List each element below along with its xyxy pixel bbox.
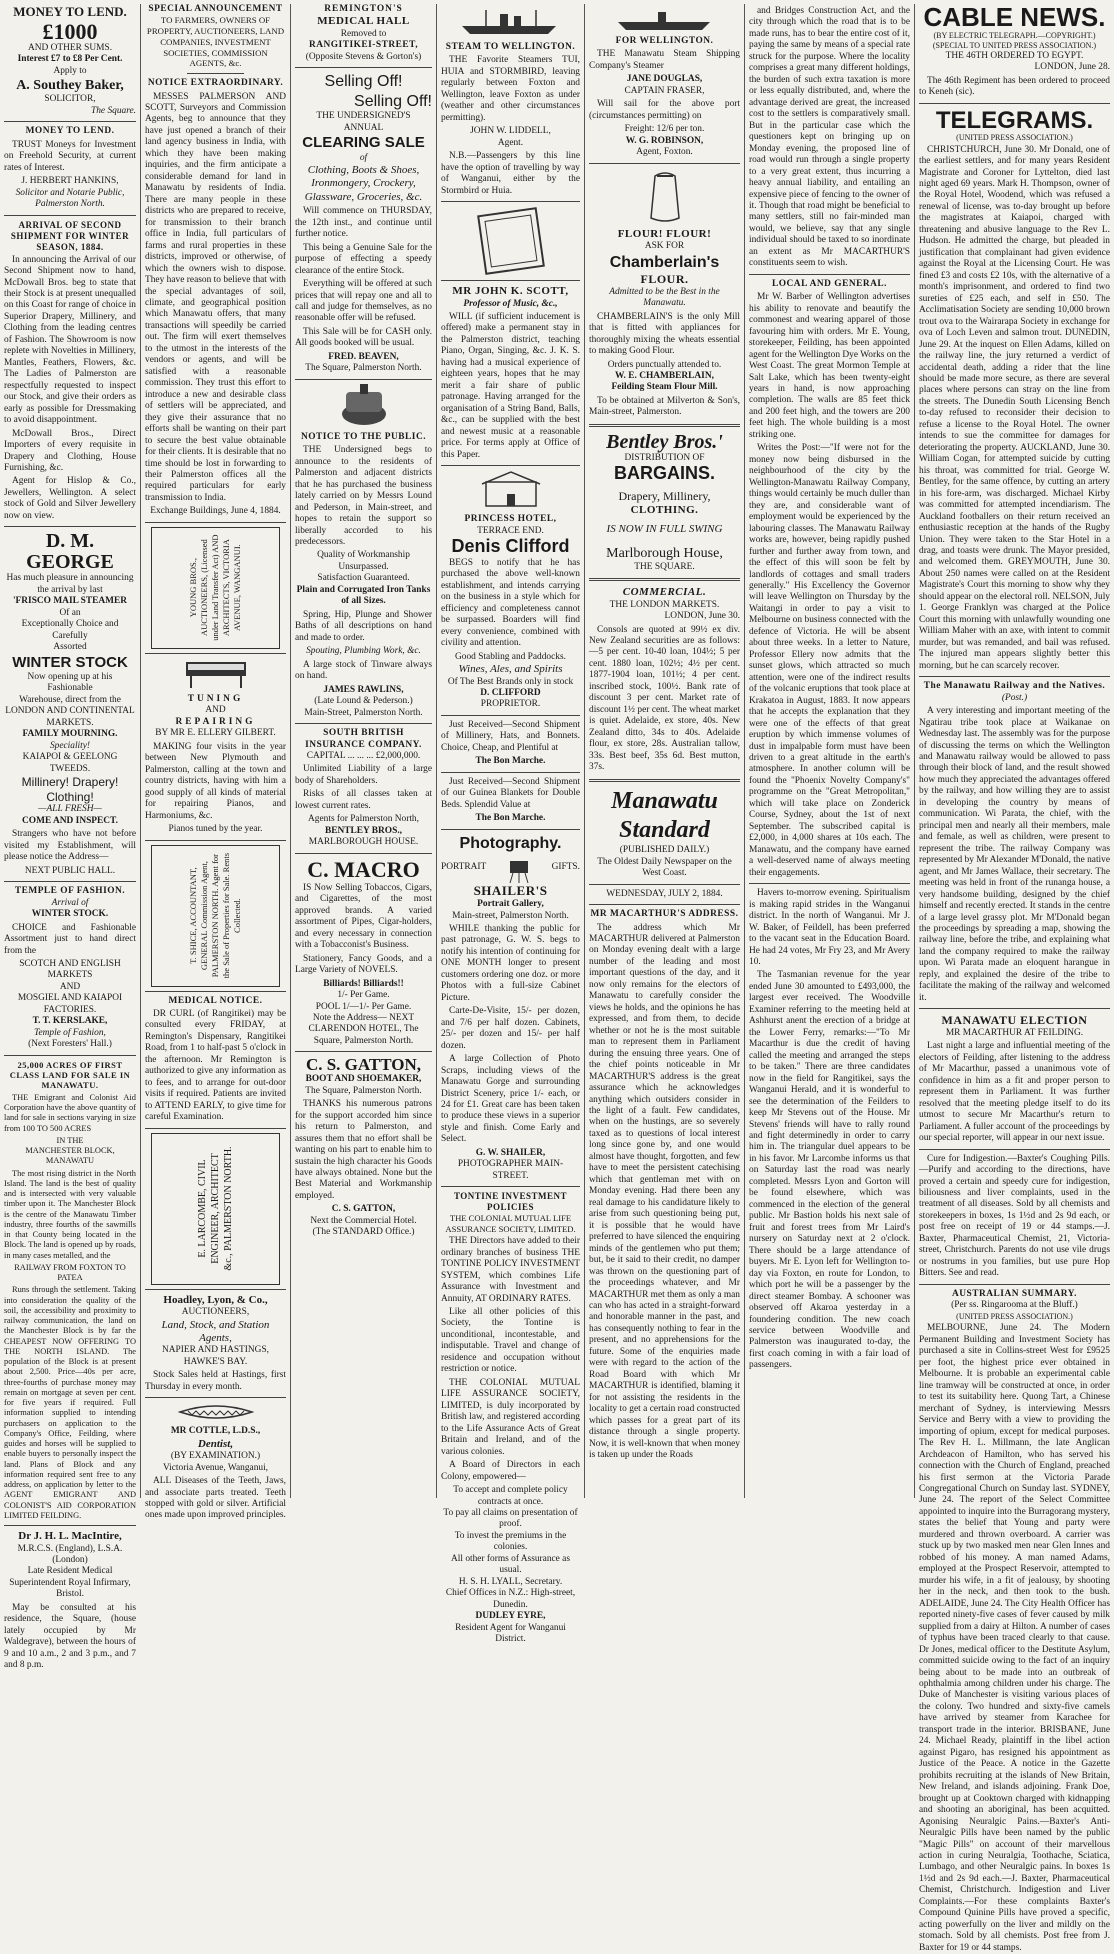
continued-body: and Bridges Construction Act, and the city through which the road that is to be made runs, has to bear the entire cost of it, paying the same by means of a special rate struck for the purpose. Where the locality comprises a great many different holdings, the burden of such extra taxation is more or less equally distributed, and, where the advantage derived are great, the increased cost to the settlers is comparatively small. But in the particular case which the questioners kept on bringing up on Monday evening, the proposed line of road would run through a single property to a very great extent, thus incurring a heavy annual liability, and entailing an expensive piece of fencing to the owner of it. Though that road might be beneficial to many settlers, still no fair-minded man would, we believe, say that any single individual should be taxed to so inordinate an extent as Mr MACARTHUR'S constituents seem to wish. [749, 6, 910, 269]
tontine-like: Like all other policies of this Society, the Tontine is unconditional, incontestable, and indisputable. Travel and change of residence and occupation without restriction or notice. [441, 1307, 580, 1375]
col6-body: The Tasmanian revenue for the year ended June 30 amounted to £493,000, the largest ever received. The Woodville Examiner referring to the meeting held at Ashhurst anent the erection of a bridge at the Lower Ferry, remarks:—"To Mr Macarthur is due the credit of having called the meeting and arranged the steps to be taken." There are three candidates now in the field for Rangitikei, says the Wanganui Herald, and it is wonderful to see the determination of the Feilders to keep Mr Stevens out of the House. Mr Stevens' friends will have to rally round and fight determinedly in order to carry him in. The triangular duel appears to be in his favor. Mr Larcombe informs us that on Saturday last the road was nearly completed. Messrs Lyon and Gorton will be found elsewhere, which was commenced in the election of the general public. Mr Bastion holds his next sale of fruit and forest trees from Mr Laird's nursery on Saturday next at 2 o'clock. There should be a large attendance of buyers. Mr E. Lyon left for Wellington to-day via Foxton, en route for London, to which port he will be a passenger by the direct steamer Bombay. A schooner was observed off Akaroa yesterday in a foundering condition. The new coach service between Woodville and Palmerston was inaugurated to-day, the first coach coming in with a fair load of passengers. [749, 970, 910, 1371]
steam-nb: N.B.—Passengers by this line have the option of travelling by way of Wanganui, either by the Stormbird or Huia. [441, 151, 580, 196]
george-line: Assorted [53, 642, 87, 653]
bonmarche-2: The Bon Marche. [475, 756, 546, 767]
commercial-body: Consols are quoted at 99½ ex div. New Zealand securities are as follows:—5 per cent. 10-40 loan, 104½; 5 per cent. 1880 loan, 102½; 4½ per cent. 1877-1904 loan, 101½; 4 per cent. inscribed stock, 100½. Bank rate of discount 3 per cent. Market rate of discount 1½ per cent. The wheat market is quiet. Adelaide, ex store, 40s. New Zealand ditto, 34s to 40s. Adelaide flour, ex store, 28s. Australian tallow, 33s. Best beef, 35s 6d. Best mutton, 37s. [589, 624, 740, 773]
sell-line-1: Selling Off! [324, 73, 403, 91]
flour-name: Chamberlain's [609, 253, 720, 271]
george-line: Of an [59, 607, 81, 618]
george-line: the arrival by last [37, 584, 103, 595]
tuning-line: AND [205, 705, 226, 716]
cable-by: (BY ELECTRIC TELEGRAPH.—COPYRIGHT.) [933, 31, 1096, 41]
hoadley-role: AUCTIONEERS, [181, 1307, 250, 1318]
macintire-quals: M.R.C.S. (England), L.S.A. (London) [17, 1543, 123, 1565]
teeth-icon [176, 1402, 256, 1422]
sbi-sig: BENTLEY BROS., [324, 825, 403, 836]
photo-coll: A large Collection of Photo Scraps, including views of the Manawatu Gorge and surrounding District Scenery, price 1/- each, or 24 for £1. Great care has been taken to produce these views in a superior style and finish. Come Early and Select. [441, 1054, 580, 1145]
camera-icon [504, 853, 534, 883]
sell-und: THE UNDERSIGNED'S [316, 111, 411, 122]
lend2-name: J. HERBERT HANKINS, [21, 176, 119, 187]
commercial-heading: COMMERCIAL. [622, 586, 707, 599]
tontine-inc: THE COLONIAL MUTUAL LIFE ASSURANCE SOCIETY, LIMITED, is duly incorporated by British law, and registered according to the Life Assurance Acts of Great Britain and Ireland, and of the various colonies. [441, 1377, 580, 1457]
temple-markets: SCOTCH AND ENGLISH MARKETS [19, 959, 121, 981]
public-plain: Plain and Corrugated Iron Tanks of all Sizes. [296, 584, 431, 607]
arrival-agents: Agent for Hislop & Co., Jewellers, Wellington. A select stock of Gold and Silver Jewellery now on view. [4, 476, 136, 521]
public-body: THE Undersigned begs to announce to the residents of Palmerston and adjacent districts that he has purchased the business lately carried on by Messrs Lound and Pederson, in Main-street, and hopes to retain the support so liberally accorded to his predecessors. [295, 445, 432, 548]
george-line: Exceptionally Choice and Carefully [21, 619, 119, 641]
rem-opp: (Opposite Stevens & Gorton's) [305, 51, 422, 62]
george-line: Warehouse, direct from the [19, 694, 121, 705]
george-line: —ALL FRESH— [38, 804, 102, 815]
george-line: WINTER STOCK [12, 653, 128, 671]
gatton-name: C. S. GATTON, [305, 1055, 422, 1075]
election-sub: MR MACARTHUR AT FEILDING. [945, 1027, 1084, 1038]
photo-gal: Portrait Gallery, [477, 899, 544, 910]
local-body: Mr W. Barber of Wellington advertises his ability to renovate and beautify the commonest and wearing apparel of those favouring him with orders. Mr E. Young, storekeeper, Feilding, has been appointed agent for the Wellington Dye Works on the West Coast. The great Mormon Temple at Salt Lake, which has been twenty-eight years in hand, is now approaching completion. The walls are 85 feet thick and 200 feet high, and the towers are 200 feet high. The whole building is a most striking one. [749, 292, 910, 440]
wellington-ship: JANE DOUGLAS, [626, 74, 703, 85]
macintire-late: Late Resident Medical Superintendent Royal Infirmary, Bristol. [9, 1566, 131, 1600]
george-line: Now opening up at his Fashionable [27, 671, 113, 694]
election-heading: MANAWATU ELECTION [941, 1013, 1088, 1028]
hotel-name: PRINCESS HOTEL, [464, 514, 557, 525]
public-addr: Main-Street, Palmerston North. [304, 707, 423, 718]
photo-body: WHILE thanking the public for past patronage, G. W. S. begs to notify his intention of continuing for ONE MONTH longer to present customers ordering one doz. or more Photos with a full-size Cabinet Picture. [441, 923, 580, 1003]
special-heading: SPECIAL ANNOUNCEMENT [148, 4, 283, 14]
public-sig: JAMES RAWLINS, [323, 684, 404, 695]
commercial-date: LONDON, June 30. [664, 611, 740, 622]
temple-name: T. T. KERSLAKE, [32, 1016, 108, 1027]
sell-line-2: Selling Off! [354, 92, 432, 110]
sell-comm: Will commence on THURSDAY, the 12th inst., and continue until further notice. [295, 206, 432, 240]
cable-heading: CABLE NEWS. [923, 2, 1106, 32]
column-5 [745, 4, 914, 1498]
photo-sig: G. W. SHAILER, [475, 1147, 546, 1158]
photo-heading: Photography. [459, 834, 562, 852]
george-line: Clothing! [46, 789, 94, 804]
sell-clear: CLEARING SALE [302, 134, 425, 152]
public-spout: Spouting, Plumbing Work, &c. [306, 646, 421, 657]
flour-body: CHAMBERLAIN'S is the only Mill that is fitted with appliances for thoroughly mixing the wheats essential to making Good Flour. [589, 311, 740, 357]
photo-row [441, 853, 580, 883]
australian-upa: (UNITED PRESS ASSOCIATION.) [956, 1311, 1073, 1321]
public-sp: Spring, Hip, Plunge and Shower Baths of all descriptions on hand and made to order. [295, 609, 432, 643]
sell-cash: This Sale will be for CASH only. All goods booked will be usual. [295, 326, 432, 349]
sell-annual: ANNUAL [343, 122, 384, 133]
rail-heading: The Manawatu Railway and the Natives. [923, 681, 1106, 692]
tontine-b1: To accept and complete policy contracts at once. [453, 1485, 568, 1507]
money-interest: Interest £7 to £8 Per Cent. [17, 54, 123, 65]
land-in: IN THE [56, 1135, 84, 1145]
public-notice: NOTICE TO THE PUBLIC. [300, 431, 427, 442]
medical-heading: MEDICAL NOTICE. [168, 995, 263, 1006]
sell-every: Everything will be offered at such prices that will repay one and all to call and judge for themselves, as no reasonable offer will be refused. [295, 279, 432, 324]
george-line: Strangers who have not before visited my Establishment, will please notice the Address— [4, 829, 136, 863]
george-name: D. M. GEORGE [26, 530, 114, 574]
telegrams-body: CHRISTCHURCH, June 30. Mr Donald, one of the earliest settlers, and for many years Resident Magistrate and Coroner for Lyttelton, died last night aged 69 years. Mark H. Thompson, owner of the Royal Hotel, Woodend, which was refused a renewal of license, was to-day brought up before the magistrates at Kaiapoi, charged with threatening and abusive language to the Rev L. Hudson. He admitted the charge, but pleaded in justification that complainant had given evidence against the Royal at the Licensing Court. He was fined £3 and costs £2 10s, with the alternative of a month's imprisonment, and ordered to find two sureties of £25 each, and self in £50. The Acclimatisation Society are sending 10,000 brown trout ova to the Wairarapa Society in exchange for ova of Loch Leven and salmon trout. DUNEDIN, June 29. At the inquest on Ellen Adams, killed on the railway line, the jury returned a verdict of accidental death, adding a rider that the line should be made more secure, as there are several places where persons can stray on the line from the streets. The Dunedin South Licensing Bench to-day refused to reconsider their decision to refuse a license to the Royal Hotel. The owner intends to sue the committee for damages for deteriorating the property. AUCKLAND, June 30. William Cogan, for attempted suicide by cutting his throat, was committed for trial. George W. Bentley, for the same offence, by cutting an artery in his fore-arm, was discharged. Michael Kirby was committed for attempted incendiarism. The Auckland footballers on their return received an enthusiastic reception at the hands of the Rugby Union. They were taken to the Star Hotel in a drag, and toasts were drunk. The Mayor presided, and welcomed them. GREYMOUTH, June 30. About 250 names were called on at the Resident Magistrate's Court this morning to show why they should appear on the electoral roll. NELSON, July 1. George Franklyn was charged at the Police Court this morning with unlawfully wounding one William Maher with an axe, with intent to commit murder, but was remanded, and bail was refused. The injured man appears slightly better this morning, but he can scarcely recover. [919, 144, 1110, 671]
larcombe-box: E. LARCOMBE, CIVIL ENGINEER, ARCHITECT &c., PALMERSTON NORTH. [151, 1133, 280, 1285]
temple-title: TEMPLE OF FASHION. [14, 886, 126, 897]
stove-icon [334, 384, 394, 428]
macintire-name: Dr J. H. L. MacIntire, [18, 1530, 122, 1543]
wellington-sig: W. G. ROBINSON, [625, 135, 704, 146]
hoadley-foot: Stock Sales held at Hastings, first Thursday in every month. [145, 1370, 286, 1392]
special-notice: NOTICE EXTRAORDINARY. [147, 78, 284, 89]
flour-ask: ASK FOR [644, 241, 685, 252]
sbi-agents: Agents for Palmerston North, [308, 814, 419, 825]
gatton-body: THANKS his numerous patrons for the support accorded him since his return to Palmerston, and assures them that no effort shall be wanting on his part to enable him to sustain the high character his Goods have always obtained. None but the Best Material and Workmanship employed. [295, 1099, 432, 1201]
sbi-risk: Risks of all classes taken at lowest current rates. [295, 789, 432, 811]
money-name: A. Southey Baker, [16, 78, 124, 94]
sell-place: The Square, Palmerston North. [305, 363, 422, 374]
rem-name: REMINGTON'S [324, 4, 403, 14]
cottle-name: MR COTTLE, L.D.S., [170, 1426, 261, 1437]
photo-carte: Carte-De-Visite, 15/- per dozen, and 7/6 per half dozen. Cabinets, 25/- per dozen and 15/- per half dozen. [441, 1006, 580, 1051]
bentley-dist: DISTRIBUTION OF [624, 452, 705, 463]
macro-pool: POOL 1/—1/- Per Game. [315, 1001, 412, 1012]
public-late: (Late Lound & Pederson.) [314, 696, 413, 707]
gatton-addr: The Square, Palmerston North. [305, 1085, 422, 1096]
rem-hall: MEDICAL HALL [317, 15, 410, 28]
steam-name: JOHN W. LIDDELL, [470, 126, 551, 137]
masthead-pub: (PUBLISHED DAILY.) [619, 845, 710, 856]
george-line: Has much pleasure in announcing [6, 573, 134, 584]
george-line: Millinery! Drapery! [21, 775, 119, 790]
temple-stock: WINTER STOCK. [31, 909, 109, 920]
macintire-body: May be consulted at his residence, the Square, (house lately occupied by Mr Waldegrave), between the hours of 9 and 10 a.m., 2 and 3 p.m., and 7 and 8 p.m. [4, 1602, 136, 1671]
tontine-agent: Resident Agent for Wanganui District. [455, 1622, 566, 1645]
flour-line: FLOUR! FLOUR! [617, 227, 712, 240]
sell-sig: FRED. BEAVEN, [328, 351, 399, 362]
temple-arrival: Arrival of [51, 897, 89, 908]
flour-mill: Feilding Steam Flour Mill. [611, 382, 718, 393]
tuning-by: BY MR E. ELLERY GILBERT. [155, 728, 276, 739]
special-to: TO FARMERS, OWNERS OF PROPERTY, AUCTIONEERS, LAND COMPANIES, INVESTMENT SOCIETIES, COMMISSION AGENTS, &c. [146, 15, 285, 69]
steam-body: THE Favorite Steamers TUI, HUIA and STORMBIRD, leaving regularly between Foxton and Wellington, leave Foxton as under (weather and other circumstances permitting). [441, 55, 580, 123]
tontine-office: Chief Offices in N.Z.: High-street, Dunedin. [445, 1588, 576, 1610]
cable-spec: (SPECIAL TO UNITED PRESS ASSOCIATION.) [932, 41, 1097, 51]
young-bros-box: YOUNG BROS., AUCTIONEERS, (Licensed under Land Transfer Act) AND ARCHITECTS, VICTORIA AVENUE, WANGANUI. [151, 527, 280, 649]
george-line: KAIAPOI & GEELONG TWEEDS. [22, 752, 118, 774]
hotel-stab: Good Stabling and Paddocks. [455, 651, 566, 662]
bentley-name: Bentley Bros.' [606, 430, 723, 453]
tontine-b3: To invest the premiums in the colonies. [454, 1530, 567, 1553]
flour-flour: FLOUR. [640, 272, 689, 287]
flour-obt: To be obtained at Milverton & Son's, Main-street, Palmerston. [589, 395, 740, 418]
bonmarche-3: Just Received—Second Shipment of our Guinea Blankets for Double Beds. Splendid Value at [441, 776, 580, 810]
bentley-dr: Drapery, Millinery, [618, 489, 711, 504]
land-body2: The most rising district in the North Island. The land is the best of quality and is intersected with very valuable timber upon it. The Manchester Block is the centre of the Manawatu Timber industry, three fourths of the sawmills in that County being located in the Block. The land is opened up by roads, in many cases metalled, and the [4, 1168, 136, 1260]
photo-name: SHAILER'S [473, 883, 548, 899]
bentley-house: Marlborough House, [606, 545, 723, 561]
tontine-heading: TONTINE INVESTMENT POLICIES [453, 1191, 568, 1213]
land-rail: RAILWAY FROM FOXTON TO PATEA [14, 1262, 126, 1283]
hotel-place: TERRACE END. [477, 525, 544, 536]
macro-stat: Stationery, Fancy Goods, and a Large Variety of NOVELS. [295, 953, 432, 976]
photo-role: PHOTOGRAPHER MAIN-STREET. [457, 1159, 564, 1181]
george-line: NEXT PUBLIC HALL. [24, 865, 116, 876]
hotel-sig: D. CLIFFORD [480, 687, 541, 698]
tuning-line: REPAIRING [175, 716, 256, 727]
commercial-sub: THE LONDON MARKETS. [609, 599, 720, 610]
rail-post: (Post.) [1001, 692, 1028, 703]
hotel-brands: Of The Best Brands only in stock [447, 676, 574, 687]
masthead-oldest: The Oldest Daily Newspaper on the West Coast. [597, 856, 732, 879]
address-body: The address which Mr MACARTHUR delivered at Palmerston on Monday evening dealt with a large number of the leading and most important questions of the day, and it now only remains for the electors of Manawatu to carefully consider the views he holds, and the opinions he has expressed, and from them, to decide whether or not he is the most suitable man to represent them in Parliament during the ensuing three years. One of the chief points noticeable in Mr MACARTHUR'S address is the great assurance which he acknowledges anything which outsiders consider in the light of a fault. Few candidates, when on the hustings, are so severely taxed as to questions of local interest long since gone by, and one would almost have thought, forgotten, and few have to meet the persistent catechising which that gentleman met with on Monday evening. Had there been any real damage to his candidature likely to arise from such questioning being put, it is possible that he would have preferred to have silenced the enquiring minds of the gentlemen who put them; but, be it said to their credit, no damper was thrown on the questioning part of the proceedings whatever, and Mr MACARTHUR met them as only a man can who has acted in a straight-forward and honorable manner in the past, and has consequently nothing to fear in the present, and no apprehensions for the future. Some of the enquiries made were with regard to the action of the Road Board with which Mr MACARTHUR is identified, blaming it for not assisting the residents in the locality to get a certain road constructed which passes for a great part of its distance through a single property. Now, it is well-known that when money is taken up under the Roads [589, 922, 740, 1461]
medical-body: DR CURL (of Rangitikei) may be consulted every FRIDAY, at Remington's Dispensary, Rangitikei Road, from 1 to half-past 5 o'clock in the afternoon. Mr Remington is authorized to give any information as to fees, and to arrange for out-door visits if required. Patients are invited to ATTEND EARLY, to give time for careful Examination. [145, 1008, 286, 1123]
gatton-sig: C. S. GATTON, [331, 1204, 396, 1215]
photo-right: GIFTS. [551, 862, 580, 873]
temple-body: CHOICE and Fashionable Assortment just to hand direct from the [4, 922, 136, 956]
bonmarche-1: Just Received—Second Shipment of Millinery, Hats, and Bonnets. Choice, Cheap, and Plentiful at [441, 719, 580, 753]
sbi-lim: Unlimited Liability of a large body of Shareholders. [295, 764, 432, 786]
cottle-addr: Victoria Avenue, Wanganui, [162, 1462, 269, 1473]
column-4 [585, 4, 744, 1498]
cottle-role: Dentist, [197, 1437, 234, 1450]
hotel-prop: PROPRIETOR. [480, 699, 541, 710]
bentley-sq: THE SQUARE. [634, 561, 695, 572]
gatton-role: BOOT AND SHOEMAKER, [305, 1074, 422, 1085]
temple-factories: MOSGIEL AND KAIAPOI FACTORIES. [17, 993, 123, 1015]
flour-adm: Admitted to be the Best in the Manawatu. [609, 286, 720, 309]
tontine-sig2: DUDLEY EYRE, [475, 1611, 546, 1622]
shice-box: T. SHICE, ACCOUNTANT, GENERAL Commission Agent, PALMERSTON NORTH. Agent for the Sale of Properties for Sale. Rents Collected. [151, 845, 280, 987]
macro-body: IS Now Selling Tobaccos, Cigars, and Cigarettes, of the most approved brands. A varied assortment of Pipes, Cigar-holders, and every necessary in connection with a Tobacconist's Business. [295, 882, 432, 951]
local-heading: LOCAL AND GENERAL. [771, 278, 887, 289]
local-body2: Writes the Post:—"If were not for the money now being disbursed in the neighbourhood of the city by the Wellington-Manawatu Railway Company, things would certainly be much duller than they are, and considerable want of employment would be experienced by the labouring classes. The Manawatu Railway works are, however, being rapidly pushed further and further away from town, and the effect of this will soon be felt by landlords of cottages and small traders generally." His Excellency the Governor will leave Wellington on Thursday by the Waitangi in order to pay a visit to Melbourne on business connected with the defence of Victoria. He will be absent about three weeks. In a letter to Nature, Professor Ellery now admits that the sunset glows, which attracted so much attention, were one of the indirect results of the volcanic eruptions that took place at Krakatoa in August, 1883. It now appears that he accepts the explanation that they were one of the effects of that great eruption by which immense volumes of dust in impalpable form must have been driven to a great altitude in the earth's atmosphere. In another column will be found the "Phoenix Novelty Company's" programme on the "Great Metropolitan," which will take place on Zonderick Course, Sydney, about the 1st of next September. The subscribed capital is £2,000, in 4,000 shares at 10s each. The Manawatu, and the company have earned a well-deserved name of always meeting their engagements. [749, 443, 910, 878]
money-amount: £1000 [42, 18, 98, 44]
hotel-body: BEGS to notify that he has purchased the above well-known establishment, and intends carrying on the business in a style which for efficiency and completeness cannot be surpassed. Boarders will find every convenience, combined with civility and attention. [441, 557, 580, 649]
lend2-title: MONEY TO LEND. [25, 126, 115, 137]
gatton-next: Next the Commercial Hotel. [310, 1215, 417, 1226]
masthead: Manawatu Standard [611, 787, 718, 843]
cottle-exam: (BY EXAMINATION.) [170, 1451, 261, 1462]
cable-body: The 46th Regiment has been ordered to proceed to Keneh (sic). [919, 75, 1110, 98]
land-body: THE Emigrant and Colonist Aid Corporation have the above quantity of land for sale in sections varying in size from 100 TO 500 ACRES [4, 1092, 136, 1133]
money-place: The Square. [91, 105, 136, 116]
george-line: Speciality! [49, 740, 91, 751]
steam-agent: Agent. [497, 137, 524, 148]
gatton-std: (The STANDARD Office.) [312, 1227, 415, 1238]
election-body: Last night a large and influential meeting of the electors of Feilding, after listening to the address of Mr Macarthur, passed a unanimous vote of confidence in him as a fit and proper person to represent them in Parliament. It was further resolved that the meeting pledge itself to do its utmost to secure Mr Macarthur's return to Parliament. A fuller account of the proceedings by our special reporter, will appear in our next issue. [919, 1041, 1110, 1144]
cable-date: LONDON, June 28. [1034, 62, 1110, 73]
wellington-agent: Agent, Foxton. [636, 147, 693, 158]
arrival-body: In announcing the Arrival of our Second Shipment now to hand, McDowall Bros. beg to state that their Stock is at present unequalled on this Coast for range of choice in Superior Drapery, Millinery, and Clothing from the leading centres of Fashion. The Showroom is now replete with Novelties in Millinery, Mantles, Feathers, Flowers, &c. The Ladies of Palmerston are respectfully requested to inspect our Stock, and give their orders as early as possible for Dressmaking to avoid disappointment. [4, 254, 136, 426]
scott-body: WILL (if sufficient inducement is offered) make a permanent stay in the Palmerston district, teaching Piano, Organ, Singing, &c. J. K. S. having had a musical experience of eighteen years, hopes that he may merit a fair share of public patronage. Having arranged for the organisation of a String Band, Balls, &c., can be supplied with the best and newest music at a reasonable price. For terms apply at Office of this Paper. [441, 311, 580, 460]
land-block: MANCHESTER BLOCK, MANAWATU [25, 1146, 115, 1166]
col6-top: Havers to-morrow evening. Spiritualism is making rapid strides in the Wanganui district. In the north of Wanganui. Mr J. W. Baker, of Feildell, has been preferred to the vacant seat in the Education Board. He had 24 votes, Mr Fry 23, and Mr Avery 10. [749, 888, 910, 967]
bentley-cl: CLOTHING. [630, 503, 699, 516]
public-sat: Satisfaction Guaranteed. [317, 573, 410, 584]
rem-street: RANGITIKEI-STREET, [308, 40, 419, 51]
photo-addr: Main-street, Palmerston North. [452, 910, 569, 921]
money-apply: Apply to [53, 65, 87, 76]
special-address: Exchange Buildings, June 4, 1884. [150, 506, 281, 517]
hoadley-bay: HAWKE'S BAY. [183, 1356, 248, 1367]
address-heading: MR MACARTHUR'S ADDRESS. [590, 909, 739, 920]
wellington-freight: Freight: 12/6 per ton. [624, 124, 705, 135]
tontine-sig: H. S. H. LYALL, Secretary. [458, 1576, 563, 1587]
temple-sub: Temple of Fashion, [34, 1027, 106, 1038]
hoadley-place: NAPIER AND HASTINGS, [161, 1345, 270, 1356]
australian-per: (Per ss. Ringarooma at the Bluff.) [951, 1300, 1078, 1311]
telegrams-upa: (UNITED PRESS ASSOCIATION.) [956, 132, 1073, 142]
telegrams-heading: TELEGRAMS. [935, 106, 1094, 134]
george-line: LONDON AND CONTINENTAL [5, 706, 135, 717]
arrival-heading: ARRIVAL OF SECOND SHIPMENT FOR WINTER SEASON, 1884. [10, 219, 130, 252]
beaven-stamp-icon [476, 206, 546, 276]
arrival-sign: McDowall Bros., Direct Importers of every requisite in Drapery and Clothing, House Furnishing, &c. [4, 428, 136, 473]
hoadley-name: Hoadley, Lyon, & Co., [163, 1293, 268, 1306]
land-body3: Runs through the settlement. Taking into consideration the quality of the soil, the accessibility and proximity to railway communication, the land on the Manchester Block is by far the CHEAPEST NOW OFFERING TO THE NORTH ISLAND. The population of the Block is at present about 2,500. Price—40s per acre, three-fourths of purchase money may remain on mortgage at seven per cent. for five years if required. Full information supplied to intending purchasers on application to the Company's Office, Feilding, where guides and horses will be supplied to enable buyers to personally inspect the land. Plans of Block and any information required sent free to any address, on application by letter to the AGENT EMIGRANT AND COLONIST'S AID CORPORATION LIMITED FEILDING. [4, 1285, 136, 1520]
piano-icon [181, 658, 251, 690]
tontine-b2: To pay all claims on presentation of proof. [443, 1507, 578, 1530]
column-6 [915, 2, 1114, 1953]
hoadley-sub: Land, Stock, and Station Agents, [161, 1318, 270, 1344]
tuning-body: MAKING four visits in the year between New Plymouth and Palmerston, calling at the town and country districts, having with him a good supply of all kinds of material for repairing Pianos, and Harmoniums, &c. [145, 741, 286, 821]
macro-name: C. MACRO [307, 856, 420, 882]
tontine-co: THE COLONIAL MUTUAL LIFE ASSURANCE SOCIETY, LIMITED. [445, 1213, 576, 1234]
column-3 [291, 4, 436, 1498]
scott-role: Professor of Music, &c., [463, 298, 558, 309]
rail-body: A very interesting and important meeting of the Ngatirau tribe took place at Waikanae on Wednesday last. The assembly was for the purpose of discussing the terms on which the Wellington and Manawatu railway would be allowed to pass through their block of land, and the result showed how much they appreciated the advantages offered by the railway, and how willing they are to assist in developing the country by means of communication. Wi Parata, the chief, with the principal men and nearly all their members, male and female, as well as children, were present to represent the tribe. The railway Company was represented by Mr Alexander M'Donald, the native agent, and Mr James Wallace, their secretary. The meeting was held in front of the runanga house, a very handsome building, designed by the chief himself and recently erected. It stands in the centre of a large level grassy plot. Mr M'Donald began the proceedings by spreading a map, showing the railway line, before the tribe, and explaining what land the company required to make the railway upon. Wi Parata made an eloquent harangue in reply, and explained the desire of the tribe to facilitate the making of the railway and welcomed it. [919, 706, 1110, 1003]
money-sub: AND OTHER SUMS. [27, 42, 113, 53]
cable-46: THE 46TH ORDERED TO EGYPT. [945, 50, 1084, 61]
lend2-body: TRUST Moneys for Investment on Freehold Security, at current rates of Interest. [4, 139, 136, 173]
public-tin: A large stock of Tinware always on hand. [295, 659, 432, 682]
tontine-board: A Board of Directors in each Colony, empowered— [441, 1460, 580, 1482]
sbi-bldg: MARLBOROUGH HOUSE. [308, 837, 419, 848]
george-line: FAMILY MOURNING. [22, 729, 118, 740]
wellington-body: THE Manawatu Steam Shipping Company's Steamer [589, 49, 740, 71]
money-title: MONEY TO LEND. [13, 4, 127, 19]
hotel-wines: Wines, Ales, and Spirits [458, 663, 563, 676]
tuning-foot: Pianos tuned by the year. [168, 824, 263, 835]
tontine-body: THE Directors have added to their ordinary branches of business THE TONTINE POLICY INVESTMENT SYSTEM, which combines Life Assurance with Investment and Annuity, AT ORDINARY RATES. [441, 1236, 580, 1304]
lend2-role: Solicitor and Notarie Public, Palmerston North. [15, 187, 125, 210]
george-line: MARKETS. [46, 717, 94, 728]
column-3b [437, 4, 584, 1645]
photo-left: PORTRAIT [441, 862, 487, 873]
money-role: SOLICITOR, [44, 94, 96, 105]
steam-heading: STEAM TO WELLINGTON. [445, 42, 576, 52]
bentley-swing: IS NOW IN FULL SWING [606, 523, 723, 536]
cure-body: Cure for Indigestion.—Baxter's Coughing Pills.—Purify and according to the directions, have proved a certain and speedy cure for indigestion, biliousness and liver complaints, used in the treatment of all diseases. Sold by all chemists and storekeepers in boxes, 1s 1½d and 2s 9d each, or post free on receipt of 19 or 44 stamps.—J. Baxter, Pharmaceutical Chemist, 21, Victoria-street, Christchurch. Parents do not use vile drugs or nostrums in you families, but use pure Hop Bitters. See and read. [919, 1153, 1110, 1279]
column-1 [0, 4, 140, 1671]
temple-next: (Next Foresters' Hall.) [28, 1039, 112, 1050]
wellington-sail: Will sail for the above port (circumstances permitting) on [589, 99, 740, 121]
sbi-cap: CAPITAL ... ... ... £2,000,000. [306, 750, 421, 761]
hotel-icon [476, 470, 546, 510]
tontine-all: All other forms of Assurance as usual. [451, 1553, 570, 1576]
steamer-icon [456, 8, 566, 38]
sbi-name: SOUTH BRITISH INSURANCE COMPANY. [305, 728, 422, 750]
wellington-heading: FOR WELLINGTON. [615, 36, 714, 46]
australian-body: MELBOURNE, June 24. The Modern Permanent Building and Investment Society has purchased a site in Collins-street West for £9525 per foot, the highest price ever obtained in Melbourne. It is probable an experimental cable line tramway will be constructed at once, in order to test its suitability here. Quong Tart, a Chinese merchant of Sydney, is interviewing Messrs Service and Berry with a view to providing the importing of opium, except for medical purposes. The Rev H. L. Millmann, the late Anglican Archdeacon of Hamilton, who has served his connection with the Church of England, preached his first sermon at the Victoria Parade Congregational Church on Sunday last. SYDNEY, June 24. The report of the Select Committee appointed to inquire into the Burragorang mystery, states the belief that Young and party were murdered and thrown overboard. A carrier was stuck up by two masked men near Glen Innes and robbed of his money. A man named Adams, employed at the Prospect Reservoir, attempted to murder his wife, in a fit of jealousy, by shooting her in the neck, and then took to the bush. ADELAIDE, June 24. The City Health Officer has reported ninety-five cases of fever caused by milk supplied from a dairy at Hilton. A number of cases of typhus have been traced clearly to that cause. Dr Jones, medical officer to the Destitute Asylum, committed suicide owing to the fact of an inquiry being about to be made into an outbreak of ophthalmia among children under his charge. The Duke of Manchester is visiting various places of the colony. Two hundred and sixty-five camels have arrived by steamer from Karachee for transport trade in the interior. BRISBANE, June 24. Michael Ready, plaintiff in the libel action against Pigaro, has resigned his appointment as Justice of the Peace. A notice in the Gazette prohibits recruiting at the islands of New Britain, New Ireland, and islands adjoining. Frank Doe, brought up at Cooktown charged with kidnapping and shooting an aboriginal, has been acquitted. Agonising Neuralgic Pains.—Baxter's Anti-Neuralgic Pills have been named by the public "Magic Pills" on account of their marvellous action in curing Neuralgia, Toothache, Sciatica, Lumbago, and other Neuralgic pains. In boxes 1s 1½d and 2s 9d each.—J. Baxter, Pharmaceutical Chemist, Christchurch. Indigestion and Liver Complaints.—For these complaints Baxter's Compound Quinine Pills have proved a specific, acting powerfully on the liver and mildly on the stomach. Sold by all chemists. Post free from J. Baxter for 19 or 44 stamps. [919, 1323, 1110, 1953]
flour-orders: Orders punctually attended to. [607, 359, 722, 370]
bentley-barg: BARGAINS. [613, 463, 715, 484]
masthead-date: WEDNESDAY, JULY 2, 1884. [606, 888, 723, 899]
flour-sack-icon [645, 168, 685, 224]
rem-removed: Removed to [340, 28, 387, 39]
land-heading: 25,000 ACRES OF FIRST CLASS LAND FOR SALE IN MANAWATU. [9, 1059, 131, 1091]
sell-of: of [359, 152, 368, 163]
temple-and: AND [59, 981, 81, 992]
cottle-body: ALL Diseases of the Teeth, Jaws, and associate parts treated. Teeth stopped with gold or silver. Artificial ones made upon improved principles. [145, 1476, 286, 1521]
column-2 [141, 4, 290, 1521]
macro-bill: Billiards! Billiards!! [323, 978, 404, 989]
tuning-line: TUNING [187, 693, 244, 704]
australian-heading: AUSTRALIAN SUMMARY. [952, 1288, 1077, 1299]
george-line: COME AND INSPECT. [22, 815, 118, 826]
george-line: 'FRISCO MAIL STEAMER [12, 596, 128, 607]
wellington-capt: CAPTAIN FRASER, [624, 85, 705, 96]
special-body: MESSES PALMERSON AND SCOTT, Surveyors and Commission Agents, beg to announce that they have just opened a branch of their land agency business in India, with which they have been making inquiries, and the firm anticipate a considerable demand for land in Manawatu by residents of India. There are many people in these districts who are prepared to receive, for transmission to their branch office in India, full particulars of farms and rural properties in these districts, improved or otherwise, of which the owners wish to dispose. They have reason to believe that with the special advantages of soil, climate, and geographical position which Manawatu offers, that many transactions will speedily be carried out. The firm will exert themselves to the utmost in the interests of the vendors or agents, and will be satisfied with a reasonable commission. They trust this effort to introduce a new and desirable class of settlers will be appreciated, and they give their assurance that no efforts shall be wanting on their part to secure the best value obtainable for their clients. It is desirable that no time should be lost in forwarding to their Palmerston offices all the required particulars for early transmission to India. [145, 91, 286, 503]
steamer-icon [610, 8, 720, 32]
bonmarche-4: The Bon Marche. [475, 813, 546, 824]
flour-sig: W. E. CHAMBERLAIN, [615, 370, 714, 381]
hotel-owner: Denis Clifford [451, 536, 570, 556]
scott-name: MR JOHN K. SCOTT, [452, 285, 569, 298]
public-qual: Quality of Workmanship Unsurpassed. [317, 550, 410, 572]
sell-genuine: This being a Genuine Sale for the purpose of effecting a speedy clearance of the entire Stock. [295, 242, 432, 276]
macro-bill2: 1/- Per Game. [337, 990, 390, 1001]
macro-addr: Note the Address— NEXT CLARENDON HOTEL, The Square, Palmerston North. [308, 1012, 419, 1046]
sell-goods: Clothing, Boots & Shoes, Ironmongery, Crockery, Glassware, Groceries, &c. [304, 164, 423, 203]
